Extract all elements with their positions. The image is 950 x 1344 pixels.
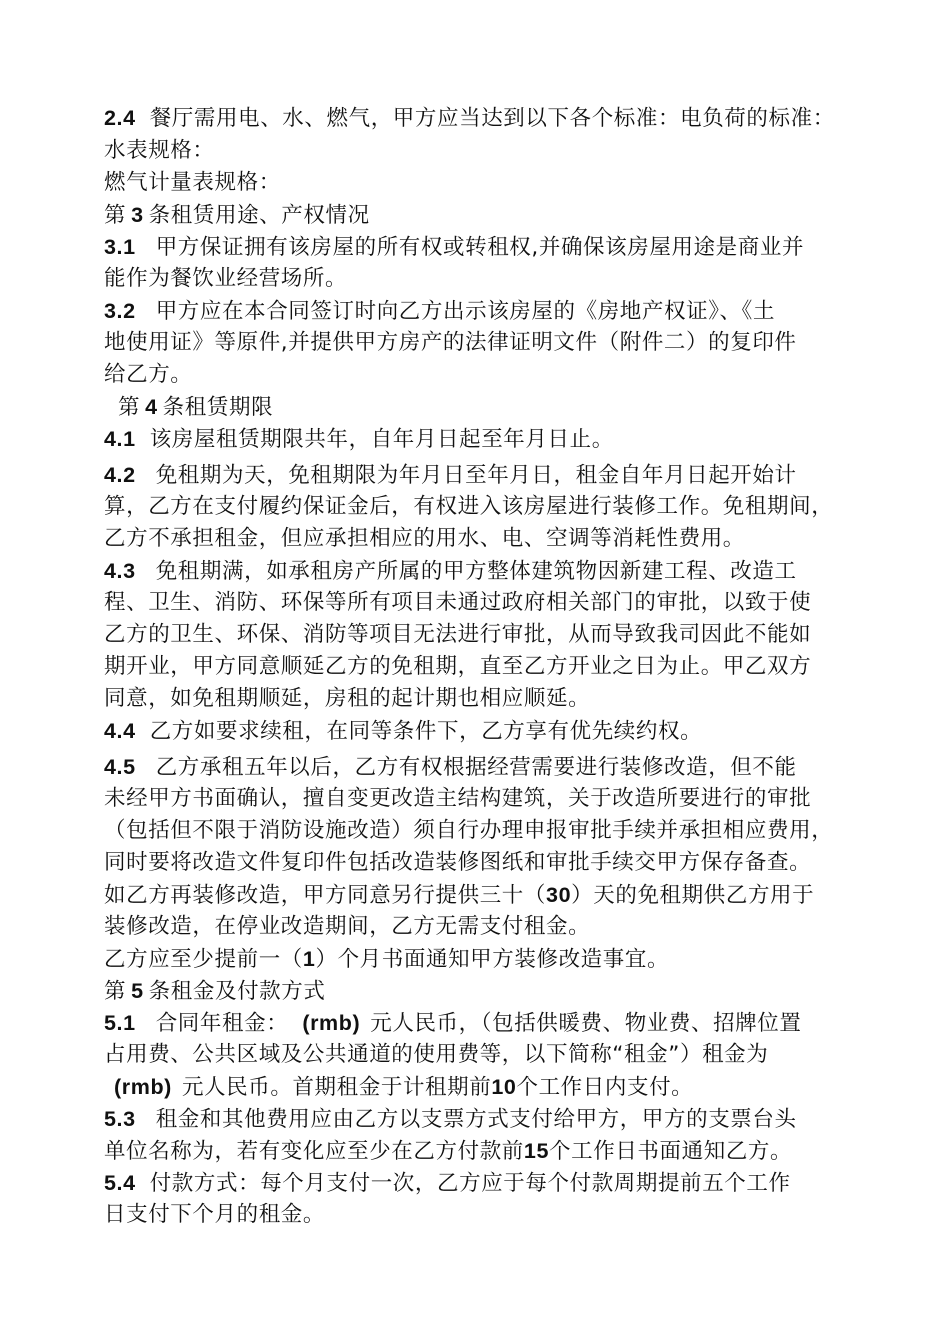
clause-4-5-line-7: 乙方应至少提前一（1）个月书面通知甲方装修改造事宜。 (104, 947, 670, 972)
clause-4-5-line-5: 如乙方再装修改造，甲方同意另行提供三十（30）天的免租期供乙方用于 (104, 883, 815, 908)
clause-3-1-line-2 (104, 264, 347, 294)
clause-4-3-line-5 (104, 684, 590, 714)
clause-text: 餐厅需用电、水、燃气，甲方应当达到以下各个标准：电负荷的标准： (149, 106, 835, 131)
clause-4-5-line-1 (104, 752, 797, 782)
clause-text: 乙方不承担租金，但应承担相应的用水、电、空调等消耗性费用。 (104, 526, 745, 551)
clause-5-3-line-2: 单位名称为，若有变化应至少在乙方付款前15个工作日书面通知乙方。 (104, 1139, 793, 1164)
clause-3-1-line-1 (104, 232, 804, 262)
clause-text: 地使用证》等原件,并提供甲方房产的法律证明文件（附件二）的复印件 (104, 330, 797, 355)
clause-number: 4.1 (104, 427, 136, 451)
clause-4-3-line-2 (104, 588, 811, 618)
clause-5-4-line-2 (104, 1200, 325, 1230)
clause-number: 4.2 (104, 463, 136, 487)
clause-4-2-line-1 (104, 460, 797, 490)
clause-text: 程、卫生、消防、环保等所有项目未通过政府相关部门的审批，以致于使 (104, 590, 812, 615)
clause-4-3-line-4 (104, 652, 811, 682)
clause-4-5-line-2 (104, 784, 811, 814)
clause-text: 给乙方。 (104, 362, 193, 387)
section-5-heading: 第 5 条租金及付款方式 (104, 979, 326, 1004)
clause-text: 同意，如免租期顺延，房租的起计期也相应顺延。 (104, 686, 591, 711)
clause-text: 日支付下个月的租金。 (104, 1202, 326, 1227)
clause-4-1-line-1 (104, 424, 614, 454)
clause-5-1-line-3: (rmb) 元人民币。首期租金于计租期前10个工作日内支付。 (114, 1075, 694, 1100)
clause-text: 免租期为天，免租期限为年月日至年月日，租金自年月日起开始计 (155, 463, 797, 488)
clause-number: 4.3 (104, 559, 136, 583)
section-number: 4 (145, 395, 158, 419)
section-title: 条租赁期限 (162, 395, 274, 420)
clause-4-2-line-2 (104, 492, 833, 522)
clause-number: 3.1 (104, 235, 136, 259)
clause-text: 该房屋租赁期限共年，自年月日起至年月日止。 (149, 427, 614, 452)
clause-4-3-line-3 (104, 620, 811, 650)
clause-text: 租金和其他费用应由乙方以支票方式支付给甲方，甲方的支票台头 (155, 1107, 797, 1132)
clause-4-2-line-3 (104, 524, 745, 554)
clause-text: 乙方承租五年以后，乙方有权根据经营需要进行装修改造，但不能 (155, 755, 797, 780)
clause-3-2-line-3 (104, 360, 192, 390)
clause-2-4-line-2 (104, 136, 215, 166)
clause-text: 未经甲方书面确认，擅自变更改造主结构建筑，关于改造所要进行的审批 (104, 786, 812, 811)
clause-text: 能作为餐饮业经营场所。 (104, 266, 348, 291)
clause-text: 乙方如要求续租，在同等条件下，乙方享有优先续约权。 (149, 719, 703, 744)
clause-4-5-line-3 (104, 816, 833, 846)
clause-5-3-line-1 (104, 1104, 797, 1134)
clause-5-1-line-1: 5.1 合同年租金： (rmb) 元人民币，（包括供暖费、物业费、招牌位置 (104, 1011, 802, 1036)
section-title: 条租赁用途、产权情况 (148, 203, 370, 228)
clause-number: 5.1 (104, 1011, 136, 1035)
clause-number: 5.4 (104, 1171, 136, 1195)
clause-text: 付款方式：每个月支付一次，乙方应于每个付款周期提前五个工作 (149, 1171, 791, 1196)
clause-2-4-line-1 (104, 103, 835, 133)
clause-text: 甲方应在本合同签订时向乙方出示该房屋的《房地产权证》、《土 (155, 299, 776, 324)
section-number: 3 (131, 203, 144, 227)
clause-number: 4.5 (104, 755, 136, 779)
clause-number: 2.4 (104, 106, 136, 130)
clause-4-5-line-6 (104, 912, 590, 942)
clause-text: 占用费、公共区域及公共通道的使用费等，以下简称“租金”）租金为 (104, 1042, 769, 1067)
clause-number: 4.4 (104, 719, 136, 743)
clause-text: 期开业，甲方同意顺延乙方的免租期，直至乙方开业之日为止。甲乙双方 (104, 654, 812, 679)
clause-4-5-line-4 (104, 848, 811, 878)
clause-text: 乙方的卫生、环保、消防等项目无法进行审批，从而导致我司因此不能如 (104, 622, 812, 647)
clause-text: 同时要将改造文件复印件包括改造装修图纸和审批手续交甲方保存备查。 (104, 850, 812, 875)
clause-number: 5.3 (104, 1107, 136, 1131)
clause-text: 装修改造，在停业改造期间，乙方无需支付租金。 (104, 914, 591, 939)
section-3-heading: 第 3 条租赁用途、产权情况 (104, 203, 370, 228)
clause-3-2-line-1 (104, 296, 775, 326)
clause-text: 甲方保证拥有该房屋的所有权或转租权,并确保该房屋用途是商业并 (155, 235, 805, 260)
clause-text: 算，乙方在支付履约保证金后，有权进入该房屋进行装修工作。免租期间， (104, 494, 834, 519)
clause-number: 3.2 (104, 299, 136, 323)
clause-5-1-line-2 (104, 1040, 768, 1070)
clause-4-4-line-1 (104, 716, 702, 746)
section-4-heading: 第 4 条租赁期限 (118, 395, 274, 420)
clause-3-2-line-2 (104, 328, 797, 358)
clause-text: 免租期满，如承租房产所属的甲方整体建筑物因新建工程、改造工 (155, 559, 797, 584)
clause-text: （包括但不限于消防设施改造）须自行办理申报审批手续并承担相应费用， (104, 818, 834, 843)
section-title: 条租金及付款方式 (148, 979, 326, 1004)
clause-text: 水表规格： (104, 138, 215, 163)
clause-2-4-line-3 (104, 168, 281, 198)
clause-text: 燃气计量表规格： (104, 170, 281, 195)
section-number: 5 (131, 979, 144, 1003)
clause-4-3-line-1 (104, 556, 797, 586)
clause-5-4-line-1 (104, 1168, 791, 1198)
